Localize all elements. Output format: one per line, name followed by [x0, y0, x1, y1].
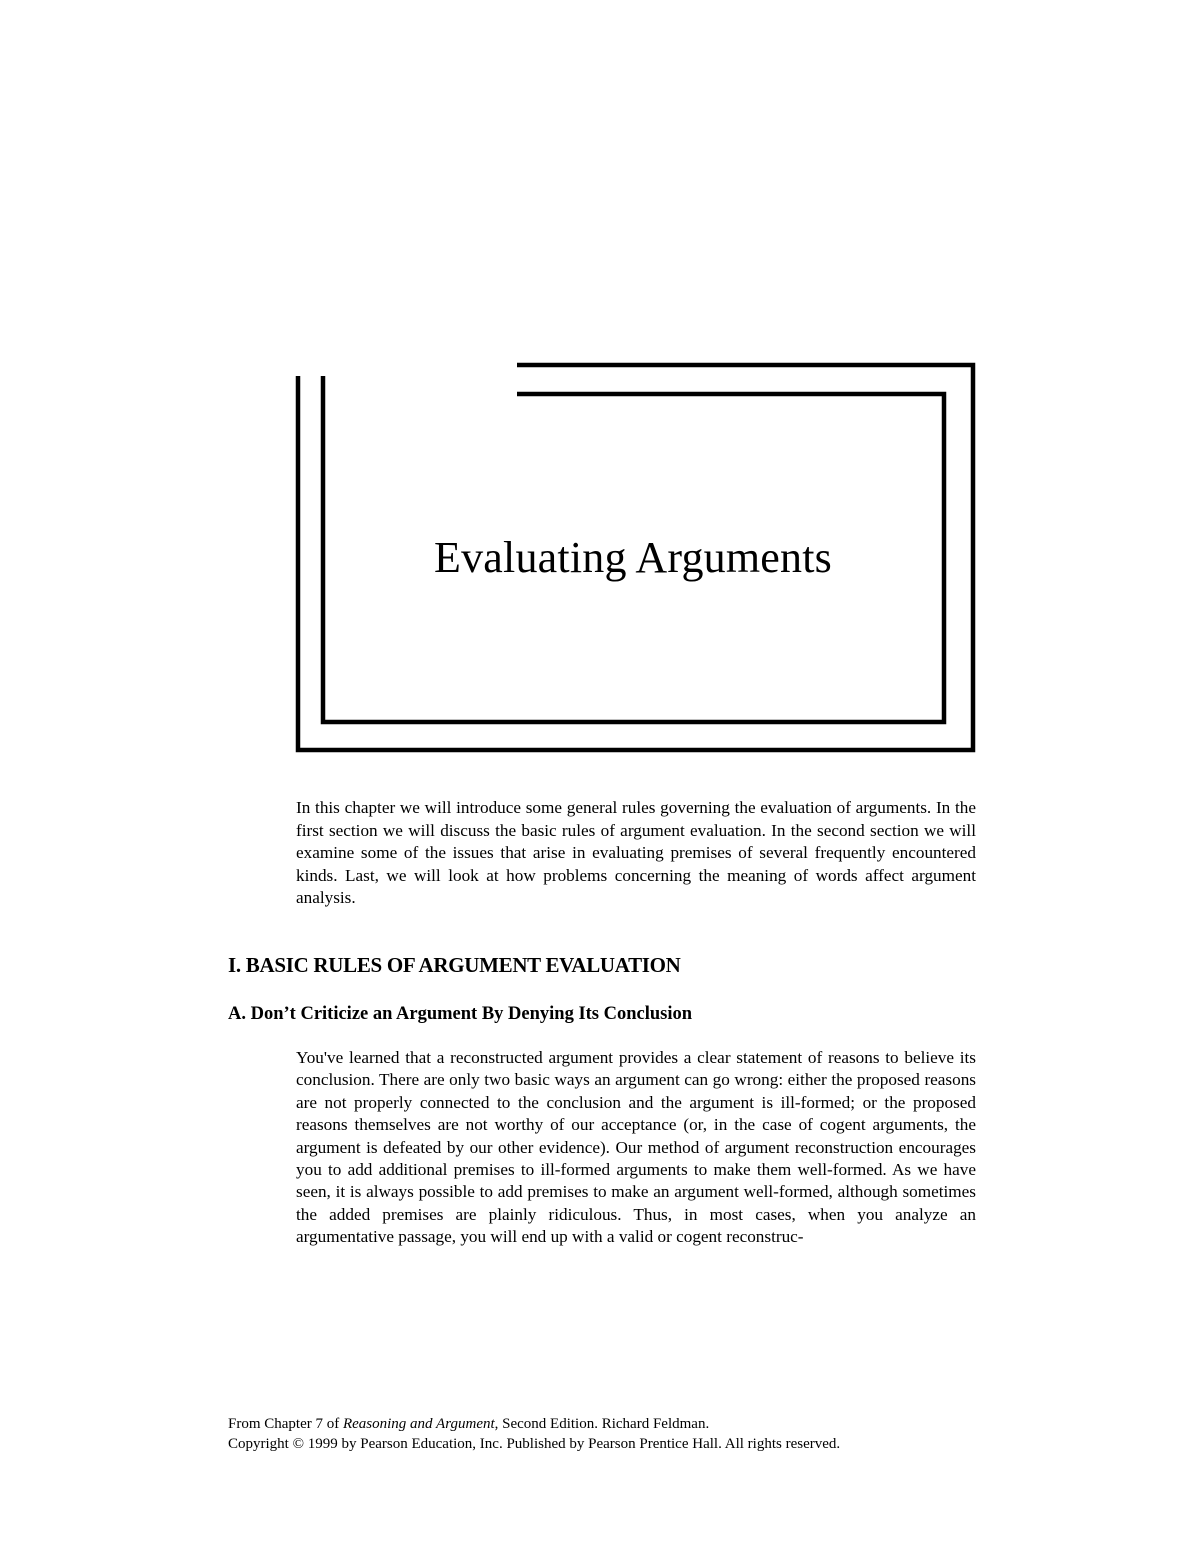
footer-book-title: Reasoning and Argument	[342, 1416, 495, 1432]
footer-source-suffix: , Second Edition. Richard Feldman.	[494, 1416, 710, 1432]
footer-source-line	[228, 1414, 988, 1434]
footer-source-prefix: From Chapter 7 of	[228, 1416, 343, 1432]
body-paragraph: You've learned that a reconstructed argument provides a clear statement of reasons to believe its conclusion. There are only two basic ways an argument can go wrong: either the proposed reasons are not properly connected to the conclusion and the argument is ill-formed; or the proposed reasons themselves are not worthy of our acceptance (or, in the case of cogent arguments, the argument is defeated by our other evidence). Our method of argument reconstruction encourages you to add additional premises to ill-formed arguments to make them well-formed. As we have seen, it is always possible to add premises to make an argument well-formed, although sometimes the added premises are plainly ridiculous. Thus, in most cases, when you analyze an argumentative passage, you will end up with a valid or cogent reconstruc-	[296, 1048, 976, 1247]
intro-paragraph: In this chapter we will introduce some general rules governing the evaluation of arguments. In the first section we will discuss the basic rules of argument evaluation. In the second section we will examine some of the issues that arise in evaluating premises of several frequently encountered kinds. Last, we will look at how problems concerning the meaning of words affect argument analysis.	[296, 798, 976, 907]
section-heading: I. BASIC RULES OF ARGUMENT EVALUATION	[228, 953, 681, 977]
subsection-heading: A. Don’t Criticize an Argument By Denying Its Conclusion	[228, 1004, 693, 1024]
footer-copyright-line: Copyright © 1999 by Pearson Education, Inc. Published by Pearson Prentice Hall. All rights reserved.	[228, 1436, 841, 1452]
chapter-title: Evaluating Arguments	[434, 533, 832, 582]
copyright-footer	[228, 1414, 988, 1454]
